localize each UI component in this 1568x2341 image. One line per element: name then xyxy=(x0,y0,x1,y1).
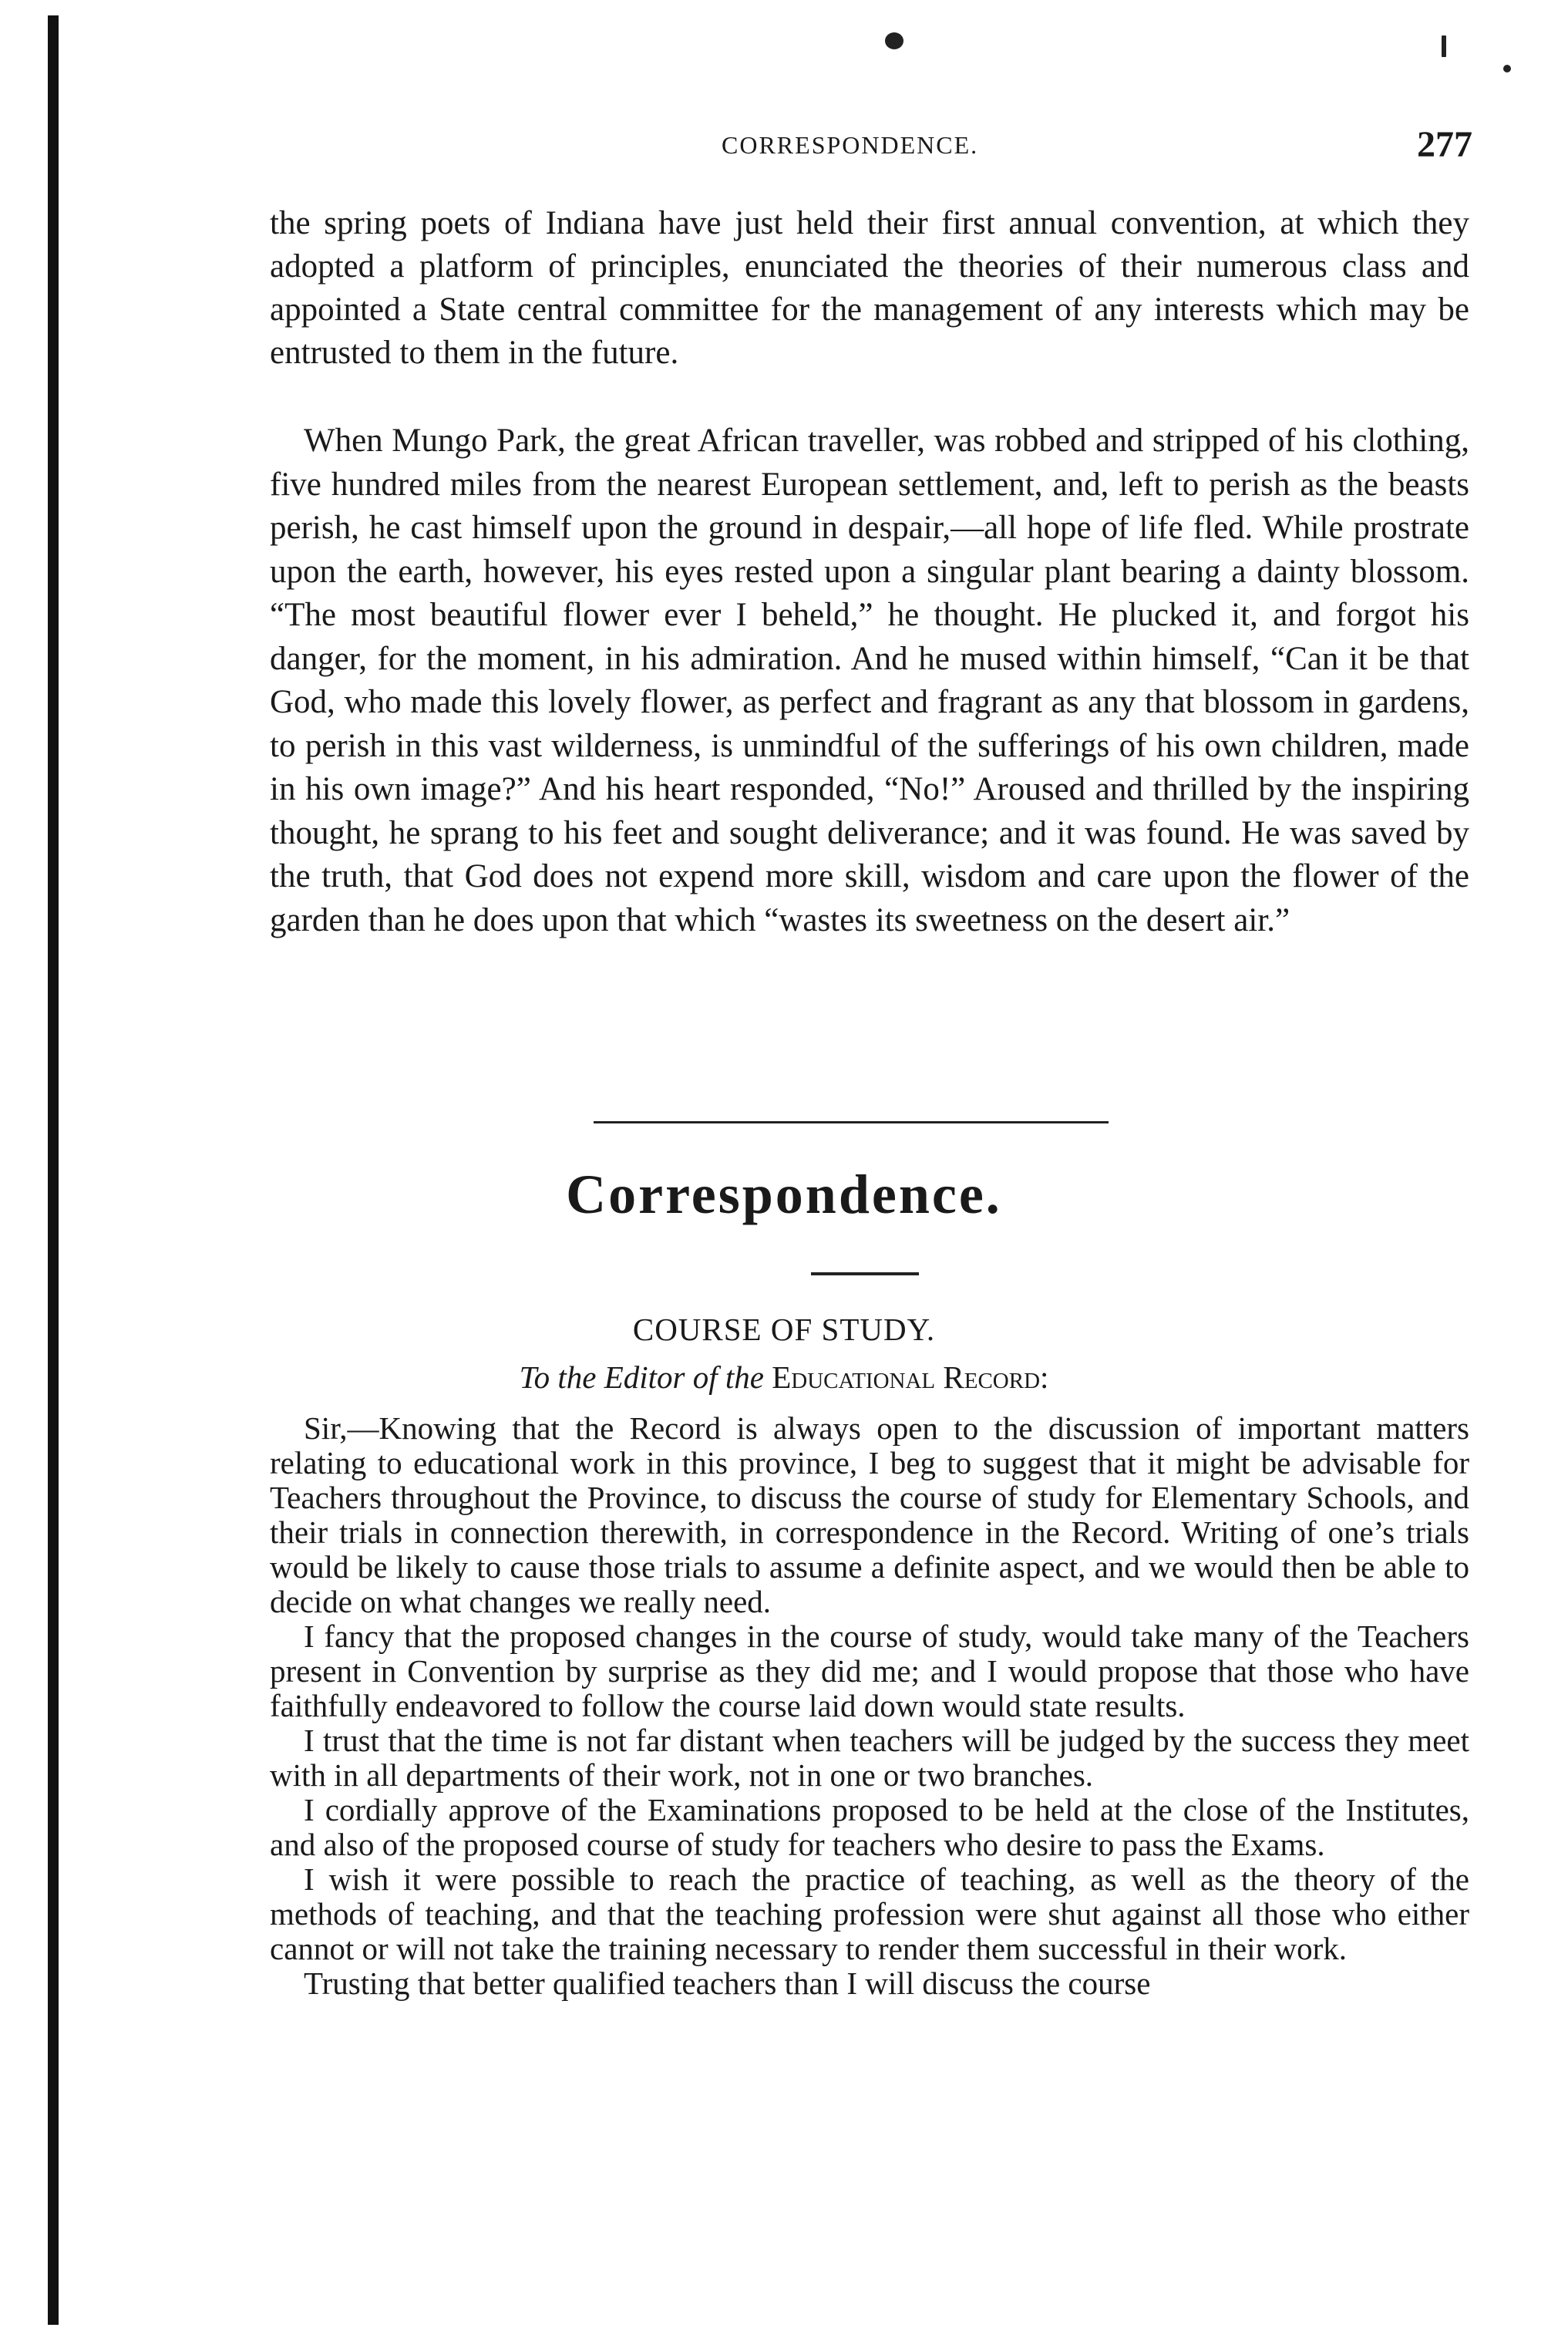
section-divider xyxy=(594,1121,1109,1123)
page-number: 277 xyxy=(1417,124,1472,165)
section-title: Correspondence. xyxy=(566,1164,1002,1225)
ink-blot xyxy=(885,32,903,49)
article-title: COURSE OF STUDY. xyxy=(632,1312,936,1347)
letter-paragraph: Trusting that better qualified teachers than I will discuss the course xyxy=(304,1965,1151,2001)
dedication-prefix: To the Editor of the xyxy=(519,1359,764,1395)
paragraph-continued: the spring poets of Indiana have just held their first annual convention, at which they adopted a platform of principles, enunciated the theories of their numerous class and appointed a State central committee for the management of any interests which may be entrusted to them in the future. xyxy=(270,205,1469,371)
letter-paragraph: Sir,—Knowing that the Record is always open to the discussion of important matters relating to educational work in this province, I beg to suggest that it might be advisable for Teachers throughout the Province, to discuss the course of study for Elementary Schools, and their trials in connection therewith, in correspondence in the Record. Writing of one’s trials would be likely to cause those trials to assume a definite aspect, and we would then be able to decide on what changes we really need. xyxy=(270,1410,1469,1619)
letter-body xyxy=(270,1411,1469,2001)
journal-name: Educational Record: xyxy=(772,1359,1049,1395)
letter-paragraph: I fancy that the proposed changes in the course of study, would take many of the Teachers present in Convention by surprise as they did me; and I would propose that those who have faithfully endeavored to follow the course laid down would state results. xyxy=(270,1618,1469,1723)
letter-salutation-line xyxy=(0,1359,1568,1396)
page-header xyxy=(270,123,1472,170)
letter-paragraph: I cordially approve of the Examinations proposed to be held at the close of the Institutes, and also of the proposed course of study for teachers who desire to pass the Exams. xyxy=(270,1792,1469,1862)
letter-paragraph: I trust that the time is not far distant when teachers will be judged by the success they meet with in all departments of their work, not in one or two branches. xyxy=(270,1723,1469,1793)
ink-mark xyxy=(1442,35,1446,57)
letter-paragraph: I wish it were possible to reach the practice of teaching, as well as the theory of the methods of teaching, and that the teaching profession were shut against all those who either cannot or will not take the training necessary to render them successful in their work. xyxy=(270,1861,1469,1966)
paragraph-mungo-park: When Mungo Park, the great African traveller, was robbed and stripped of his clothing, five hundred miles from the nearest European settlement, and, left to perish as the beasts perish, he cast himself upon the ground in despair,—all hope of life fled. While prostrate upon the earth, however, his eyes rested upon a singular plant bearing a dainty blossom. “The most beautiful flower ever I beheld,” he thought. He plucked it, and forgot his danger, for the moment, in his admiration. And he mused within himself, “Can it be that God, who made this lovely flower, as perfect and fragrant as any that blossom in gardens, to perish in this vast wilderness, is unmindful of the sufferings of his own children, made in his own image?” And his heart responded, “No!” Aroused and thrilled by the inspiring thought, he sprang to his feet and sought deliverance; and it was found. He was saved by the truth, that God does not expend more skill, wisdom and care upon the flower of the garden than he does upon that which “wastes its sweetness on the desert air.” xyxy=(270,423,1469,938)
ink-dot xyxy=(1503,65,1511,72)
running-head: CORRESPONDENCE. xyxy=(722,131,979,159)
title-divider xyxy=(811,1272,919,1275)
